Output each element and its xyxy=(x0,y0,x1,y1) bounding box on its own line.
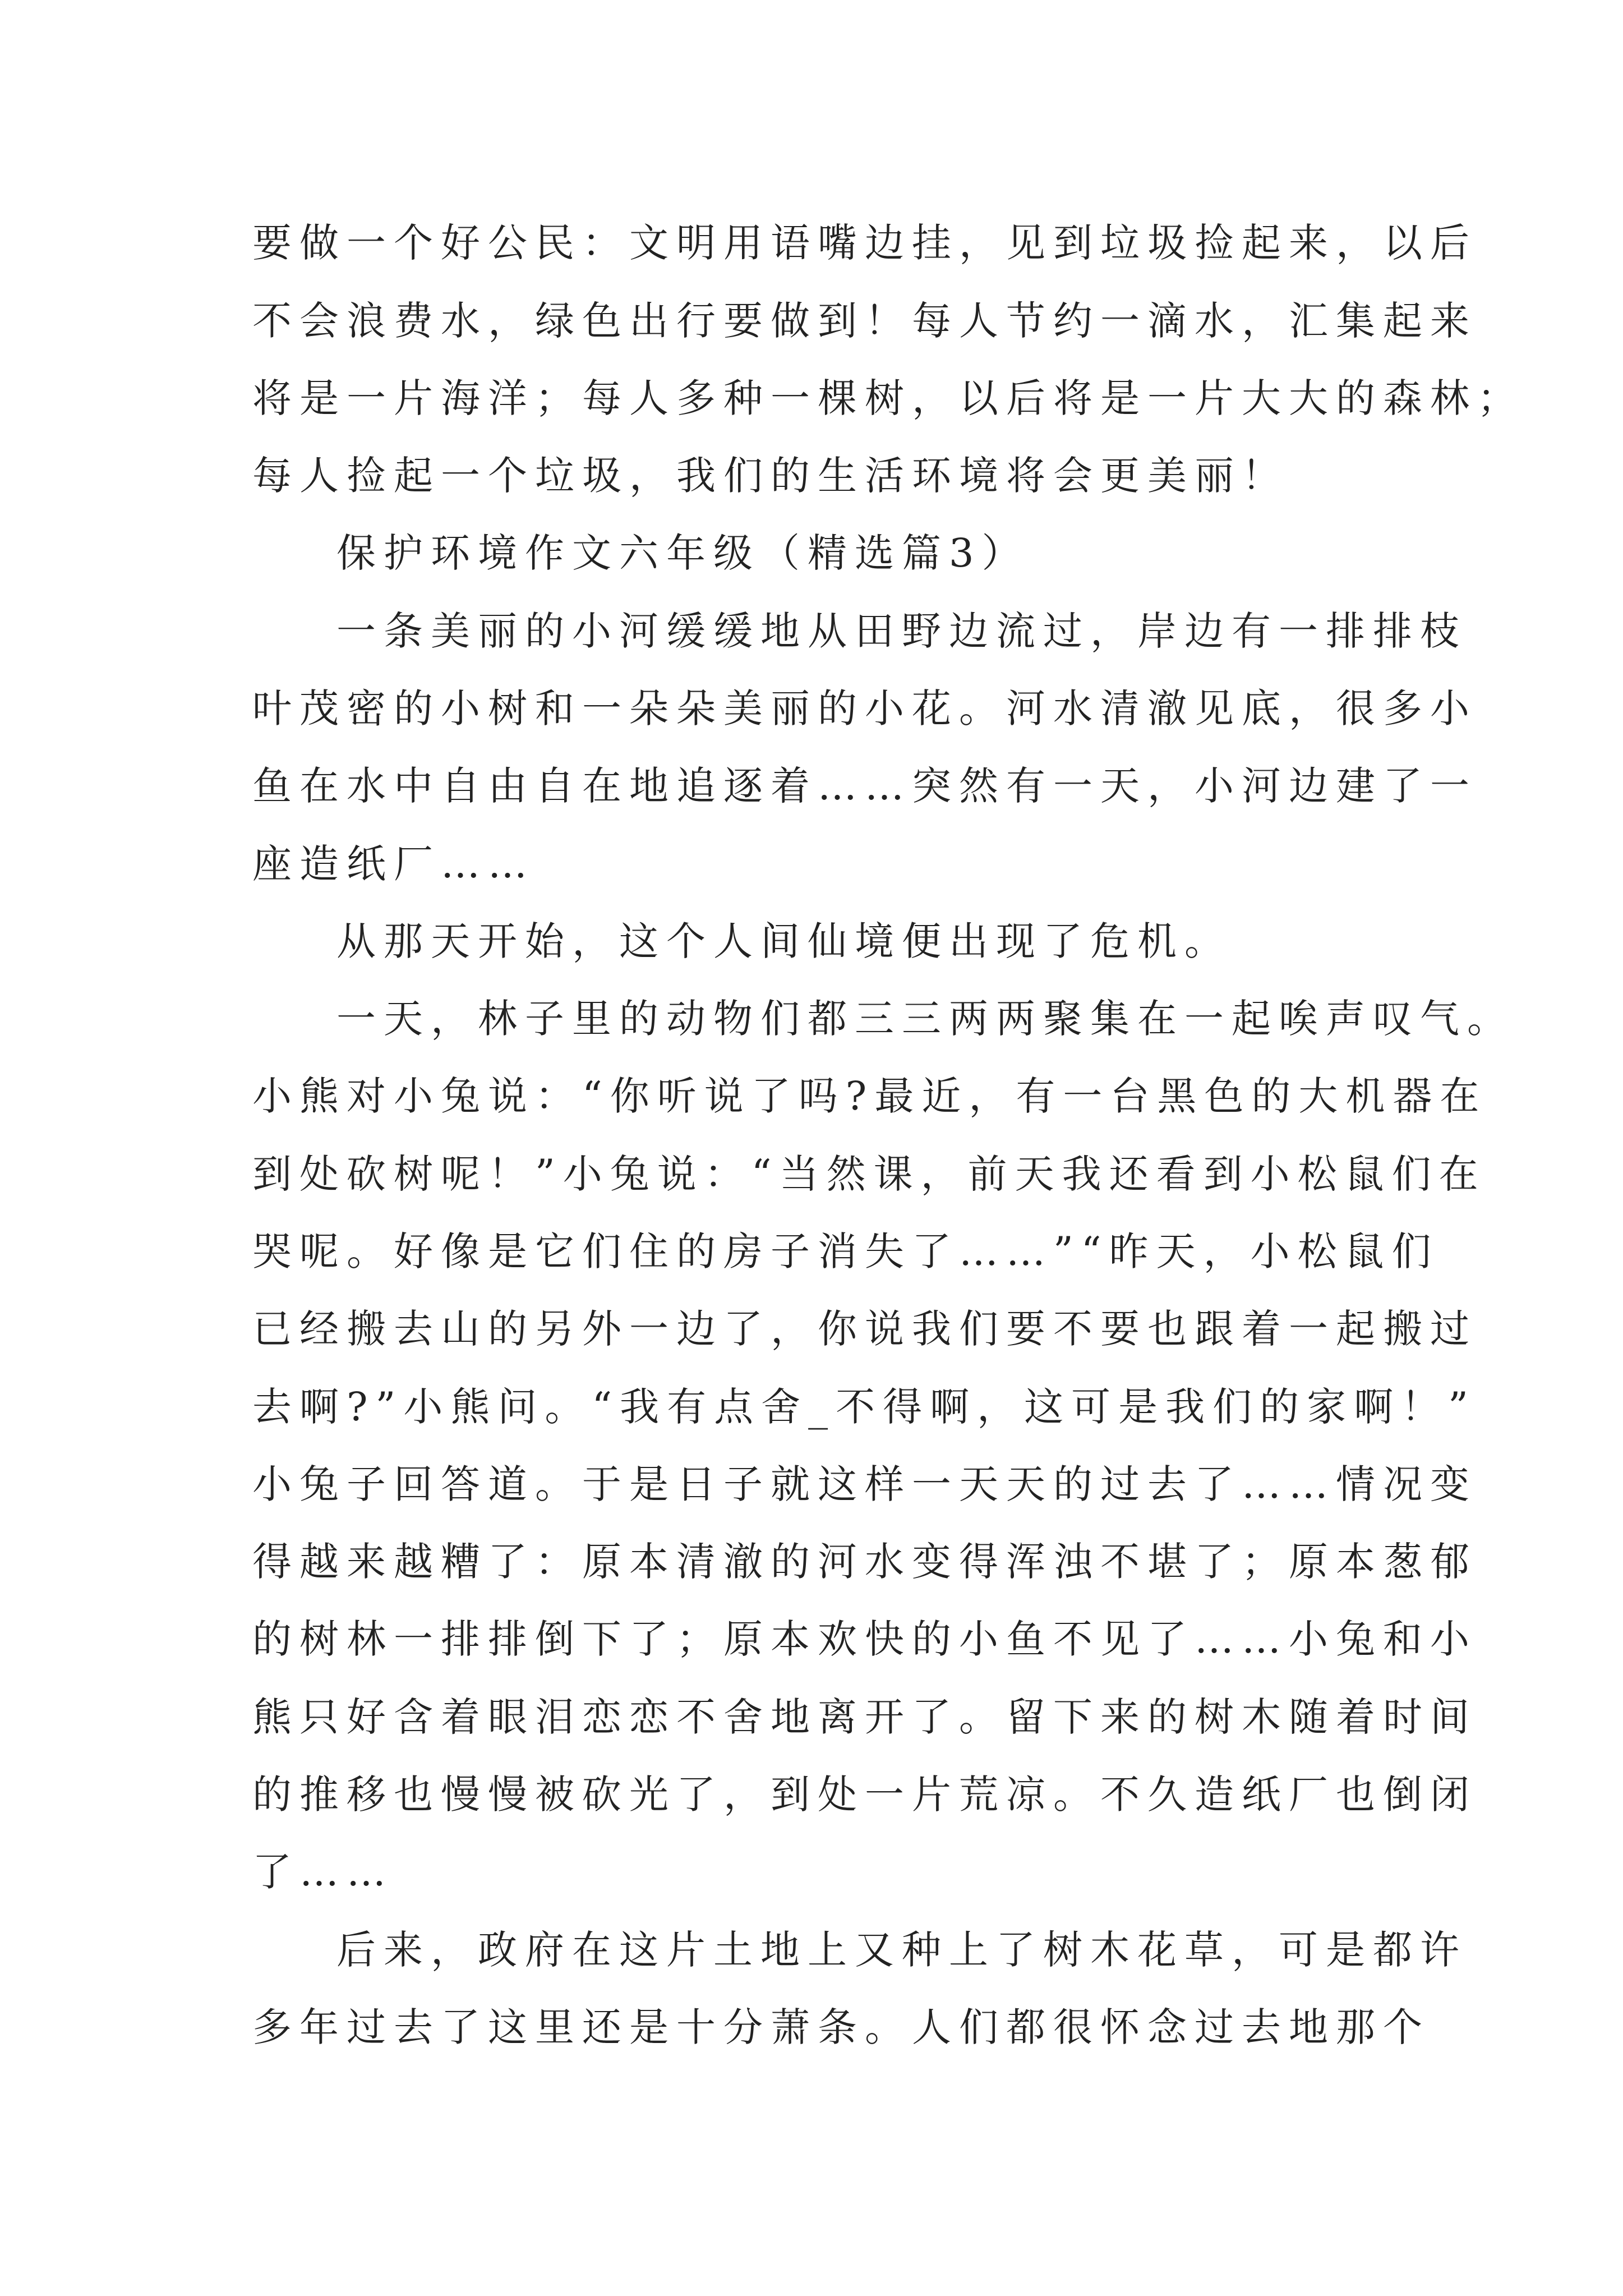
text-line-14: 哭呢。好像是它们住的房子消失了……”“昨天，小松鼠们 xyxy=(252,1228,1439,1274)
text-line-4: 每人捡起一个垃圾，我们的生活环境将会更美丽！ xyxy=(252,453,1289,499)
text-line-8: 鱼在水中自由自在地追逐着……突然有一天，小河边建了一 xyxy=(252,763,1477,809)
text-line-3: 将是一片海洋；每人多种一棵树，以后将是一片大大的森林； xyxy=(252,375,1524,421)
text-line-22: 了…… xyxy=(252,1849,394,1895)
section-heading: 保护环境作文六年级（精选篇3） xyxy=(336,530,1029,576)
text-line-12: 小熊对小兔说：“你听说了吗?最近，有一台黑色的大机器在 xyxy=(252,1073,1487,1119)
text-line-2: 不会浪费水，绿色出行要做到！每人节约一滴水，汇集起来 xyxy=(252,298,1477,344)
text-line-19: 的树林一排排倒下了；原本欢快的小鱼不见了……小兔和小 xyxy=(252,1616,1477,1662)
text-line-10: 从那天开始，这个人间仙境便出现了危机。 xyxy=(336,918,1232,964)
text-line-1: 要做一个好公民：文明用语嘴边挂，见到垃圾捡起来，以后 xyxy=(252,220,1477,266)
text-line-23: 后来，政府在这片土地上又种上了树木花草，可是都许 xyxy=(336,1927,1467,1973)
text-line-13: 到处砍树呢！”小兔说：“当然课，前天我还看到小松鼠们在 xyxy=(252,1151,1486,1197)
text-line-18: 得越来越糟了：原本清澈的河水变得浑浊不堪了；原本葱郁 xyxy=(252,1539,1477,1585)
text-line-21: 的推移也慢慢被砍光了，到处一片荒凉。不久造纸厂也倒闭 xyxy=(252,1772,1477,1818)
text-line-11: 一天，林子里的动物们都三三两两聚集在一起唉声叹气。 xyxy=(336,996,1514,1042)
text-line-7: 叶茂密的小树和一朵朵美丽的小花。河水清澈见底，很多小 xyxy=(252,685,1477,731)
text-line-24: 多年过去了这里还是十分萧条。人们都很怀念过去地那个 xyxy=(252,2004,1430,2050)
text-line-17: 小兔子回答道。于是日子就这样一天天的过去了……情况变 xyxy=(252,1461,1477,1507)
text-line-15: 已经搬去山的另外一边了，你说我们要不要也跟着一起搬过 xyxy=(252,1306,1477,1352)
text-line-20: 熊只好含着眼泪恋恋不舍地离开了。留下来的树木随着时间 xyxy=(252,1694,1477,1740)
text-line-6: 一条美丽的小河缓缓地从田野边流过，岸边有一排排枝 xyxy=(336,608,1467,654)
text-line-16: 去啊?”小熊问。“我有点舍_不得啊，这可是我们的家啊！” xyxy=(252,1384,1476,1430)
text-line-9: 座造纸厂…… xyxy=(252,841,535,887)
